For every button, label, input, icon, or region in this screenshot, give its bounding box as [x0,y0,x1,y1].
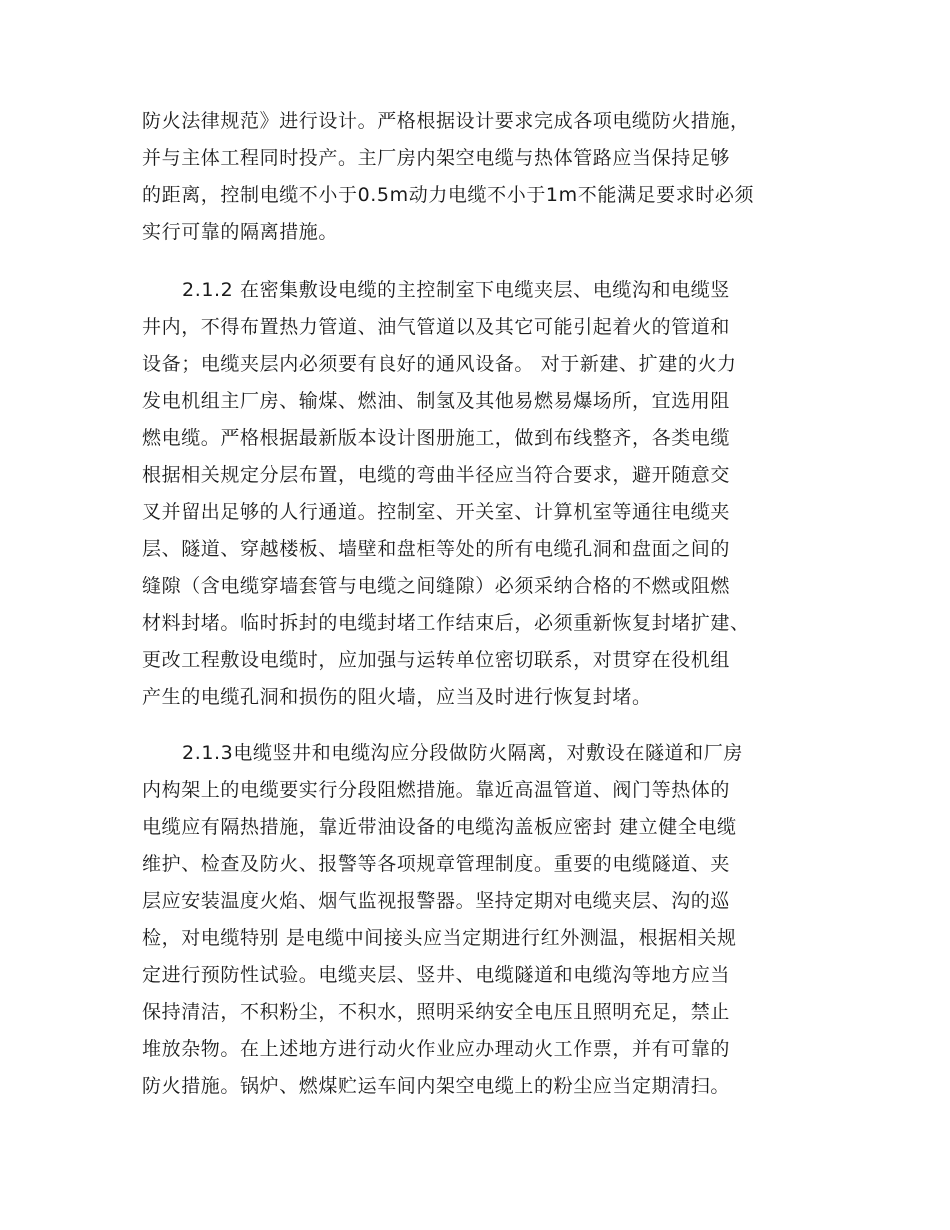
text-line: 燃电缆。严格根据最新版本设计图册施工，做到布线整齐，各类电缆 [142,427,731,449]
paragraph-2-1-3 [142,735,822,1105]
text-line: 并与主体工程同时投产。主厂房内架空电缆与热体管路应当保持足够 [142,147,731,169]
text-line: 根据相关规定分层布置，电缆的弯曲半径应当符合要求，避开随意交 [142,464,731,486]
text-line: 电缆应有隔热措施，靠近带油设备的电缆沟盖板应密封 建立健全电缆 [142,816,737,838]
text-line: 产生的电缆孔洞和损伤的阻火墙，应当及时进行恢复封堵。 [142,686,652,708]
text-line: 层、隧道、穿越楼板、墙壁和盘柜等处的所有电缆孔洞和盘面之间的 [142,538,731,560]
text-line: 井内，不得布置热力管道、油气管道以及其它可能引起着火的管道和 [142,316,731,338]
text-line: 材料封堵。临时拆封的电缆封堵工作结束后，必须重新恢复封堵扩建、 [142,612,750,634]
text-line: 实行可靠的隔离措施。 [142,221,339,243]
text-line: 设备；电缆夹层内必须要有良好的通风设备。 对于新建、扩建的火力 [142,353,737,375]
paragraph-fire-design [142,103,822,251]
text-line: 保持清洁，不积粉尘，不积水，照明采纳安全电压且照明充足，禁止 [142,1001,731,1023]
text-line: 的距离，控制电缆不小于0.5m动力电缆不小于1m不能满足要求时必须 [142,184,755,206]
text-line: 更改工程敷设电缆时，应加强与运转单位密切联系，对贯穿在役机组 [142,649,731,671]
text-line: 堆放杂物。在上述地方进行动火作业应办理动火工作票，并有可靠的 [142,1038,731,1060]
text-line: 叉并留出足够的人行通道。控制室、开关室、计算机室等通往电缆夹 [142,501,731,523]
text-line: 层应安装温度火焰、烟气监视报警器。坚持定期对电缆夹层、沟的巡 [142,890,731,912]
text-line: 2.1.3电缆竖井和电缆沟应分段做防火隔离，对敷设在隧道和厂房 [182,742,743,764]
text-line: 内构架上的电缆要实行分段阻燃措施。靠近高温管道、阀门等热体的 [142,779,731,801]
text-line: 防火法律规范》进行设计。严格根据设计要求完成各项电缆防火措施， [142,110,750,132]
text-line: 防火措施。锅炉、燃煤贮运车间内架空电缆上的粉尘应当定期清扫。 [142,1075,731,1097]
text-line: 发电机组主厂房、输煤、燃油、制氢及其他易燃易爆场所，宜选用阻 [142,390,731,412]
text-line: 2.1.2 在密集敷设电缆的主控制室下电缆夹层、电缆沟和电缆竖 [182,279,730,301]
text-line: 维护、检查及防火、报警等各项规章管理制度。重要的电缆隧道、夹 [142,853,731,875]
text-line: 缝隙（含电缆穿墙套管与电缆之间缝隙）必须采纳合格的不燃或阻燃 [142,575,731,597]
text-line: 检，对电缆特别 是电缆中间接头应当定期进行红外测温，根据相关规 [142,927,737,949]
text-line: 定进行预防性试验。电缆夹层、竖井、电缆隧道和电缆沟等地方应当 [142,964,731,986]
paragraph-2-1-2 [142,272,822,716]
